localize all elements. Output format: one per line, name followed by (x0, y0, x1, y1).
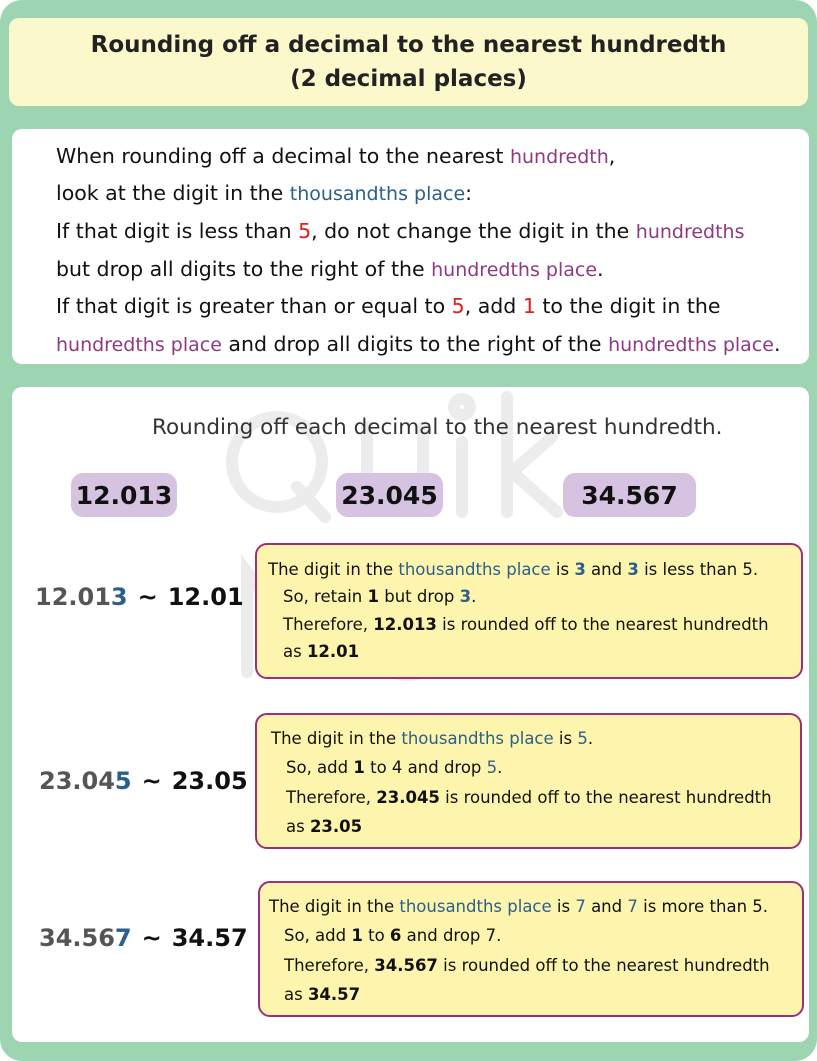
explanation-text: 7 (575, 897, 586, 916)
rule-text: , (608, 144, 616, 168)
hundredths-place-term: hundredths place (431, 259, 598, 281)
explanation-text: 12.01 (306, 642, 360, 661)
explanation-text: thousandths place (401, 729, 554, 748)
rule-text: When rounding off a decimal to the nearest (56, 144, 510, 168)
explanation-text: is (550, 560, 575, 579)
explanation-text: as (284, 985, 308, 1004)
explanation-text: Therefore, (286, 788, 377, 807)
explanation-text: The digit in the (269, 897, 400, 916)
explanation-text: . (497, 758, 503, 777)
hundredths-term: hundredths (635, 221, 745, 243)
explanation-text: 5 (577, 729, 588, 748)
number-one: 1 (522, 294, 536, 318)
explanation-text: thousandths place (398, 560, 551, 579)
explanation-text: 1 (367, 587, 379, 606)
explanation-text: So, retain (283, 587, 368, 606)
explanation-text: 5 (486, 758, 498, 777)
rule-line-5 (56, 294, 720, 318)
page-title: Rounding off a decimal to the nearest hundredth (90, 32, 727, 58)
explanation-line (268, 560, 758, 579)
explanation-text: to 4 and drop (364, 758, 487, 777)
rule-text: . (773, 332, 781, 356)
explanation-text: 1 (351, 926, 363, 945)
examples-panel (12, 387, 809, 1042)
explanation-line (286, 788, 772, 807)
rounded-number: 23.05 (171, 767, 248, 795)
explanation-text: and drop 7. (401, 926, 502, 945)
rounding-result (35, 583, 244, 611)
examples-heading: Rounding off each decimal to the nearest hundredth. (152, 415, 723, 440)
rule-panel (12, 129, 809, 364)
explanation-text: is rounded off to the nearest hundredth (436, 615, 769, 634)
explanation-text: and (585, 897, 628, 916)
explanation-text: The digit in the (271, 729, 402, 748)
explanation-text: but drop (378, 587, 460, 606)
explanation-text: thousandths place (399, 897, 552, 916)
explanation-text: is rounded off to the nearest hundredth (437, 956, 770, 975)
decimal-badge: 12.013 (71, 473, 177, 517)
rule-line-2 (56, 181, 472, 205)
rule-text: to the digit in the (535, 294, 721, 318)
original-number: 12.01 (35, 583, 111, 611)
rule-line-3 (56, 219, 745, 243)
rule-text: look at the digit in the (56, 181, 290, 205)
explanation-line (284, 956, 770, 975)
rounding-result (39, 924, 248, 952)
explanation-text: 3 (627, 560, 639, 579)
approx-symbol: ~ (141, 767, 162, 795)
decimal-badge: 23.045 (336, 473, 443, 517)
original-number: 34.56 (39, 924, 115, 952)
explanation-line (271, 729, 593, 748)
explanation-text: Therefore, (284, 956, 375, 975)
rule-line-1 (56, 144, 615, 168)
hundredths-place-term: hundredths place (608, 334, 774, 356)
explanation-text: 1 (353, 758, 365, 777)
number-five: 5 (451, 294, 465, 318)
explanation-text: . (587, 729, 594, 748)
explanation-line (269, 897, 768, 916)
explanation-line (286, 817, 362, 836)
explanation-text: 3 (574, 560, 586, 579)
explanation-text: is rounded off to the nearest hundredth (439, 788, 772, 807)
explanation-text: . (471, 587, 477, 606)
rule-line-6 (56, 332, 780, 356)
page-subtitle: (2 decimal places) (290, 66, 527, 92)
thousandths-term: thousandths place (289, 183, 466, 205)
thousandths-digit: 5 (114, 767, 132, 795)
thousandths-digit: 7 (114, 924, 132, 952)
rule-text: and drop all digits to the right of the (221, 332, 609, 356)
explanation-box (258, 881, 804, 1017)
rounded-number: 12.01 (167, 583, 244, 611)
explanation-text: 34.567 (374, 956, 438, 975)
explanation-text: is less than 5. (638, 560, 759, 579)
thousandths-digit: 3 (110, 583, 128, 611)
explanation-text: The digit in the (268, 560, 399, 579)
rule-text: . (597, 257, 604, 281)
explanation-text: is (551, 897, 576, 916)
hundredth-term: hundredth (509, 146, 609, 168)
rule-text: , do not change the digit in the (311, 219, 636, 243)
rounded-number: 34.57 (171, 924, 248, 952)
explanation-text: 3 (459, 587, 472, 606)
explanation-box (255, 713, 802, 849)
explanation-text: as (286, 817, 310, 836)
rule-text: : (465, 181, 473, 205)
explanation-box (255, 543, 803, 679)
hundredths-place-term: hundredths place (56, 334, 222, 356)
rule-text: but drop all digits to the right of the (56, 257, 432, 281)
title-banner (9, 18, 808, 106)
explanation-text: and (585, 560, 628, 579)
approx-symbol: ~ (141, 924, 162, 952)
explanation-text: 12.013 (373, 615, 437, 634)
rule-text: , add (464, 294, 523, 318)
explanation-text: 6 (389, 926, 402, 945)
explanation-text: as (283, 642, 307, 661)
explanation-text: 7 (627, 897, 638, 916)
original-number: 23.04 (39, 767, 115, 795)
rule-text: If that digit is greater than or equal to (56, 294, 452, 318)
explanation-text: So, add (286, 758, 354, 777)
number-five: 5 (298, 219, 312, 243)
explanation-text: to (362, 926, 390, 945)
explanation-line (286, 758, 502, 777)
explanation-line (284, 926, 501, 945)
explanation-text: Therefore, (283, 615, 374, 634)
explanation-line (283, 615, 769, 634)
explanation-line (283, 642, 359, 661)
explanation-text: is more than 5. (637, 897, 769, 916)
explanation-text: So, add (284, 926, 352, 945)
explanation-text: 23.045 (376, 788, 440, 807)
rounding-result (39, 767, 248, 795)
explanation-text: 23.05 (309, 817, 363, 836)
explanation-text: 34.57 (307, 985, 361, 1004)
decimal-badge: 34.567 (563, 473, 696, 517)
rule-text: If that digit is less than (56, 219, 299, 243)
rule-line-4 (56, 257, 604, 281)
explanation-line (283, 587, 476, 606)
explanation-text: is (553, 729, 578, 748)
explanation-line (284, 985, 360, 1004)
approx-symbol: ~ (137, 583, 158, 611)
